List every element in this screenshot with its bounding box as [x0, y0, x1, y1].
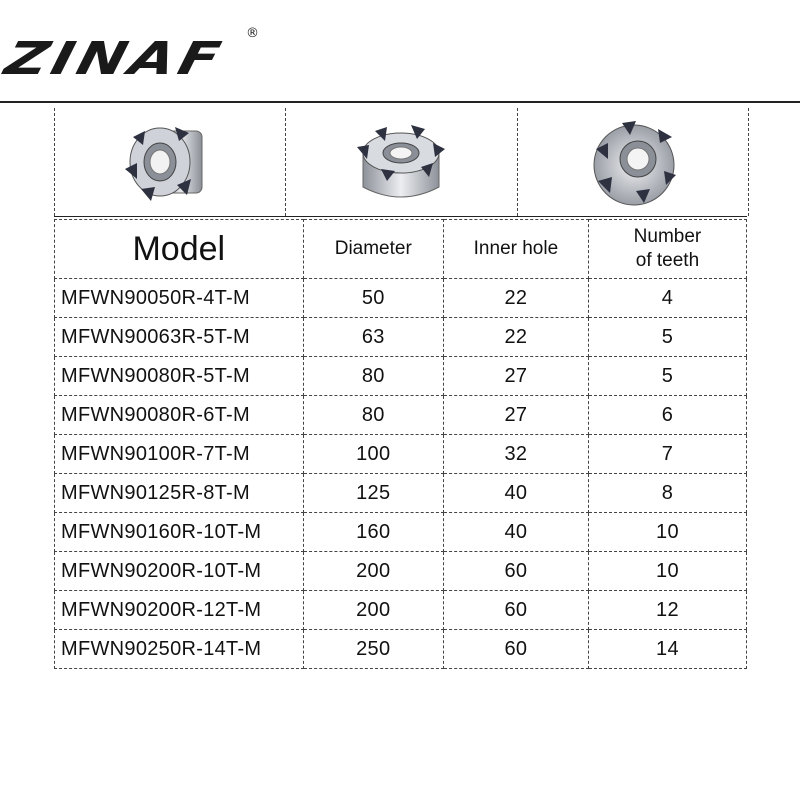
- cell-teeth: 5: [588, 357, 746, 396]
- header-inner-hole: Inner hole: [443, 220, 588, 279]
- milling-cutter-side-icon: [115, 117, 225, 207]
- cell-diameter: 160: [303, 513, 443, 552]
- cell-model: MFWN90080R-5T-M: [55, 357, 304, 396]
- table-row: [55, 396, 747, 435]
- cell-diameter: 80: [303, 357, 443, 396]
- header-diameter: Diameter: [303, 220, 443, 279]
- table-row: [55, 513, 747, 552]
- cell-diameter: 200: [303, 552, 443, 591]
- cell-inner-hole: 27: [443, 396, 588, 435]
- milling-cutter-top-icon: [341, 115, 461, 210]
- image-row-divider: [54, 216, 747, 217]
- header-number-of-teeth: [588, 220, 746, 279]
- cell-model: MFWN90100R-7T-M: [55, 435, 304, 474]
- cell-model: MFWN90200R-12T-M: [55, 591, 304, 630]
- cell-diameter: 125: [303, 474, 443, 513]
- cell-inner-hole: 22: [443, 318, 588, 357]
- product-image-2: [285, 108, 516, 216]
- cell-diameter: 63: [303, 318, 443, 357]
- cell-diameter: 200: [303, 591, 443, 630]
- cell-inner-hole: 22: [443, 279, 588, 318]
- header-teeth-line2: of teeth: [635, 250, 700, 271]
- cell-model: MFWN90050R-4T-M: [55, 279, 304, 318]
- brand-logo: ZINAF: [0, 32, 230, 86]
- cell-inner-hole: 60: [443, 552, 588, 591]
- cell-teeth: 7: [588, 435, 746, 474]
- cell-teeth: 10: [588, 513, 746, 552]
- cell-model: MFWN90200R-10T-M: [55, 552, 304, 591]
- table-row: [55, 474, 747, 513]
- cell-teeth: 8: [588, 474, 746, 513]
- cell-model: MFWN90063R-5T-M: [55, 318, 304, 357]
- cell-model: MFWN90160R-10T-M: [55, 513, 304, 552]
- cell-model: MFWN90080R-6T-M: [55, 396, 304, 435]
- cell-diameter: 80: [303, 396, 443, 435]
- product-image-3: [517, 108, 748, 216]
- specs-table: [54, 219, 747, 669]
- cell-inner-hole: 32: [443, 435, 588, 474]
- header-teeth-line1: Number: [633, 226, 702, 248]
- milling-cutter-angle-icon: [578, 115, 688, 210]
- cell-teeth: 14: [588, 630, 746, 669]
- cell-inner-hole: 27: [443, 357, 588, 396]
- cell-diameter: 250: [303, 630, 443, 669]
- cell-teeth: 5: [588, 318, 746, 357]
- cell-diameter: 50: [303, 279, 443, 318]
- table-row: [55, 591, 747, 630]
- product-image-1: [55, 108, 285, 216]
- header-divider: [0, 101, 800, 103]
- table-header-row: [55, 220, 747, 279]
- cell-inner-hole: 60: [443, 591, 588, 630]
- header-model: Model: [55, 220, 304, 279]
- cell-diameter: 100: [303, 435, 443, 474]
- cell-inner-hole: 60: [443, 630, 588, 669]
- cell-model: MFWN90250R-14T-M: [55, 630, 304, 669]
- cell-model: MFWN90125R-8T-M: [55, 474, 304, 513]
- table-row: [55, 552, 747, 591]
- table-row: [55, 435, 747, 474]
- product-image-row: [54, 108, 749, 216]
- table-row: [55, 279, 747, 318]
- registered-mark: ®: [246, 26, 259, 41]
- cell-teeth: 12: [588, 591, 746, 630]
- cell-inner-hole: 40: [443, 513, 588, 552]
- cell-teeth: 10: [588, 552, 746, 591]
- cell-teeth: 4: [588, 279, 746, 318]
- table-row: [55, 357, 747, 396]
- table-row: [55, 318, 747, 357]
- cell-inner-hole: 40: [443, 474, 588, 513]
- cell-teeth: 6: [588, 396, 746, 435]
- table-row: [55, 630, 747, 669]
